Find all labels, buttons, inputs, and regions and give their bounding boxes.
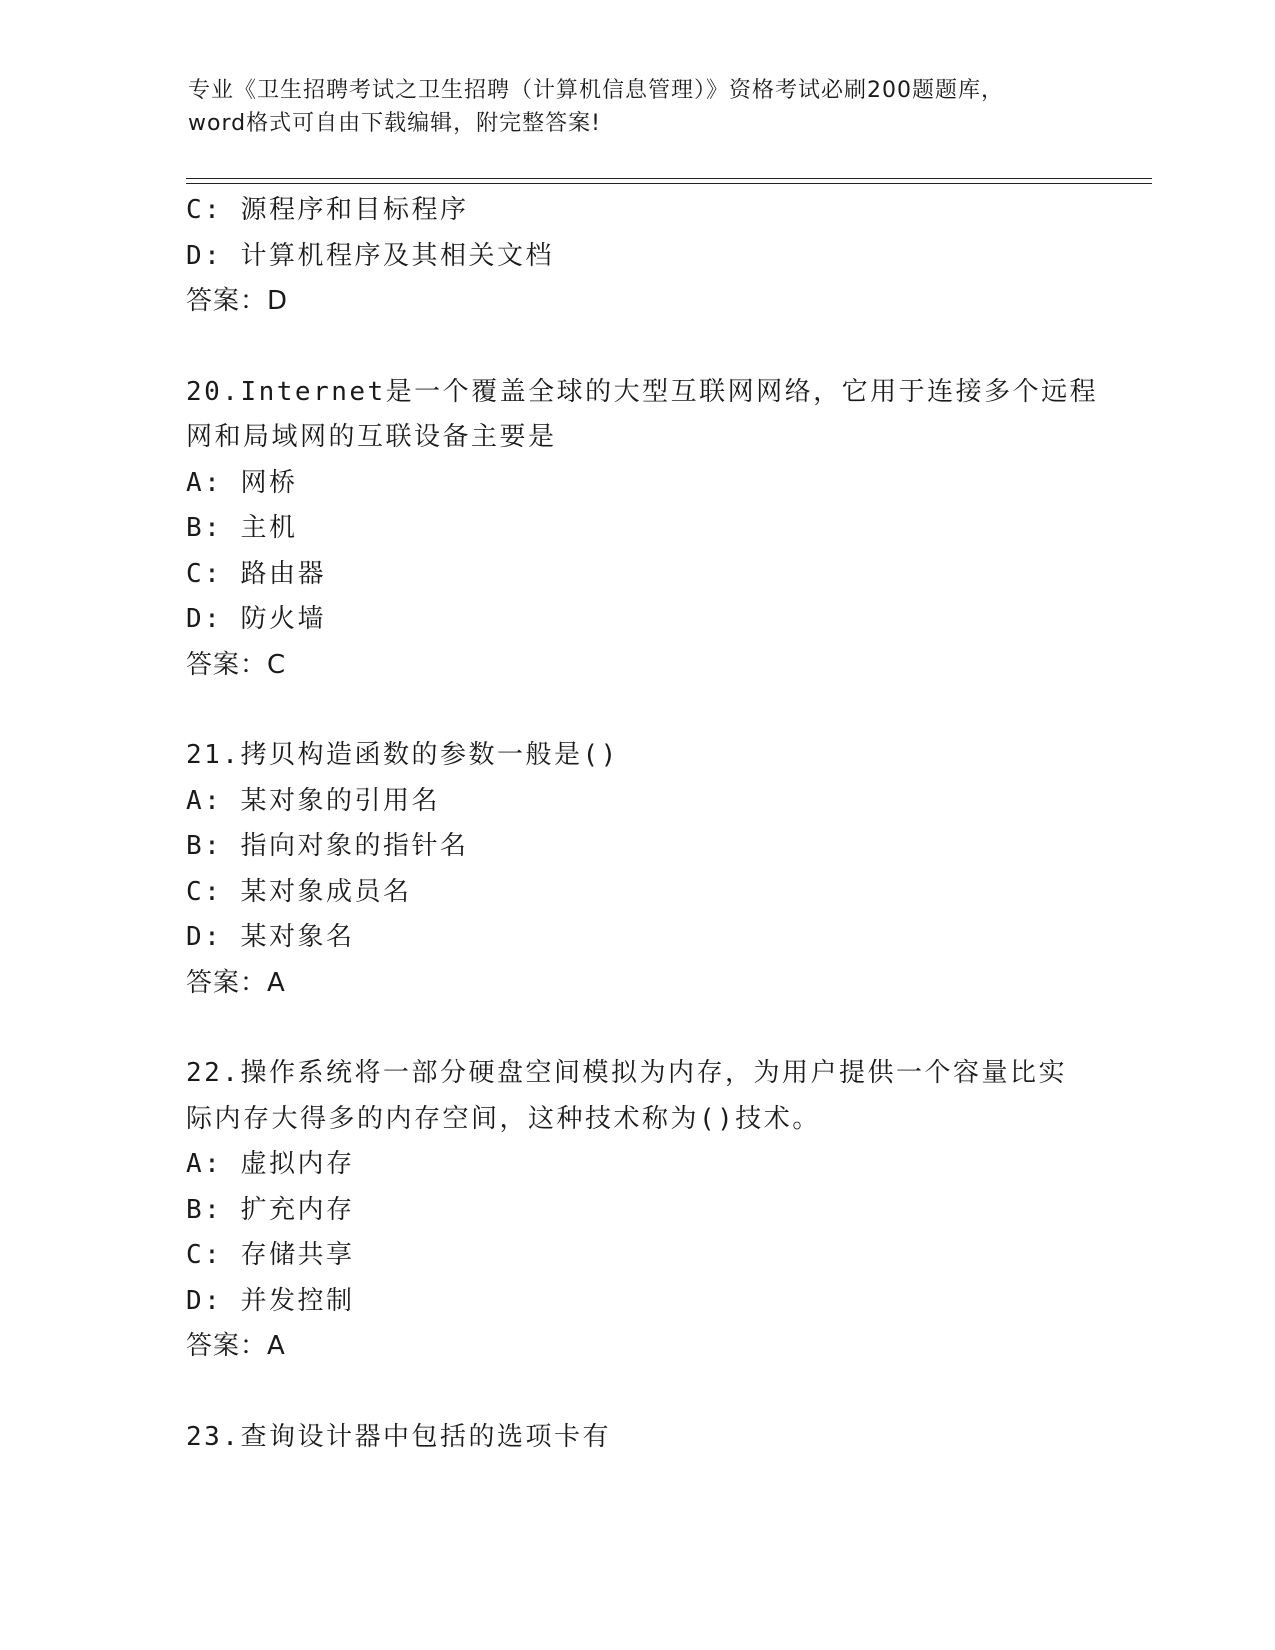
- option-d: D: 防火墙: [186, 604, 326, 634]
- option-b: B: 扩充内存: [186, 1194, 355, 1225]
- document-header: [188, 74, 1088, 140]
- option-d: D: 某对象名: [186, 922, 355, 952]
- option-c: C: 存储共享: [186, 1240, 355, 1270]
- option-c: C: 源程序和目标程序: [186, 195, 469, 225]
- header-line-2: word格式可自由下载编辑，附完整答案!: [188, 111, 601, 136]
- spacer: [186, 1370, 1086, 1415]
- question-23: [186, 1415, 1086, 1461]
- question-stem-continued: 网和局域网的互联设备主要是: [186, 422, 557, 452]
- header-line-1: 专业《卫生招聘考试之卫生招聘（计算机信息管理）》资格考试必刷200题题库，: [188, 78, 1004, 103]
- answer: 答案：C: [186, 649, 287, 680]
- option-c: C: 路由器: [186, 558, 326, 589]
- question-22: [186, 1051, 1086, 1370]
- question-stem: 23.查询设计器中包括的选项卡有: [186, 1421, 611, 1452]
- question-stem: 22.操作系统将一部分硬盘空间模拟为内存，为用户提供一个容量比实: [186, 1058, 1067, 1088]
- spacer: [186, 1006, 1086, 1051]
- spacer: [186, 688, 1086, 733]
- option-b: B: 指向对象的指针名: [186, 831, 469, 861]
- option-d: D: 并发控制: [186, 1285, 355, 1316]
- question-stem-continued: 际内存大得多的内存空间，这种技术称为()技术。: [186, 1103, 821, 1134]
- spacer: [186, 325, 1086, 370]
- answer: 答案：A: [186, 1331, 286, 1361]
- option-b: B: 主机: [186, 513, 298, 543]
- header-divider-bottom: [186, 183, 1152, 184]
- question-stem: 21.拷贝构造函数的参数一般是(): [186, 740, 619, 770]
- option-c: C: 某对象成员名: [186, 876, 412, 907]
- question-21: [186, 733, 1086, 1006]
- option-d: D: 计算机程序及其相关文档: [186, 240, 554, 271]
- question-list: [186, 188, 1099, 1460]
- question-19-tail: [186, 188, 1086, 325]
- option-a: A: 网桥: [186, 467, 298, 498]
- question-stem: 20.Internet是一个覆盖全球的大型互联网网络，它用于连接多个远程: [186, 376, 1099, 407]
- answer: 答案：D: [186, 286, 289, 316]
- question-20: [186, 370, 1099, 689]
- header-divider-top: [186, 178, 1152, 179]
- option-a: A: 某对象的引用名: [186, 785, 440, 816]
- option-a: A: 虚拟内存: [186, 1149, 355, 1179]
- answer: 答案：A: [186, 967, 286, 998]
